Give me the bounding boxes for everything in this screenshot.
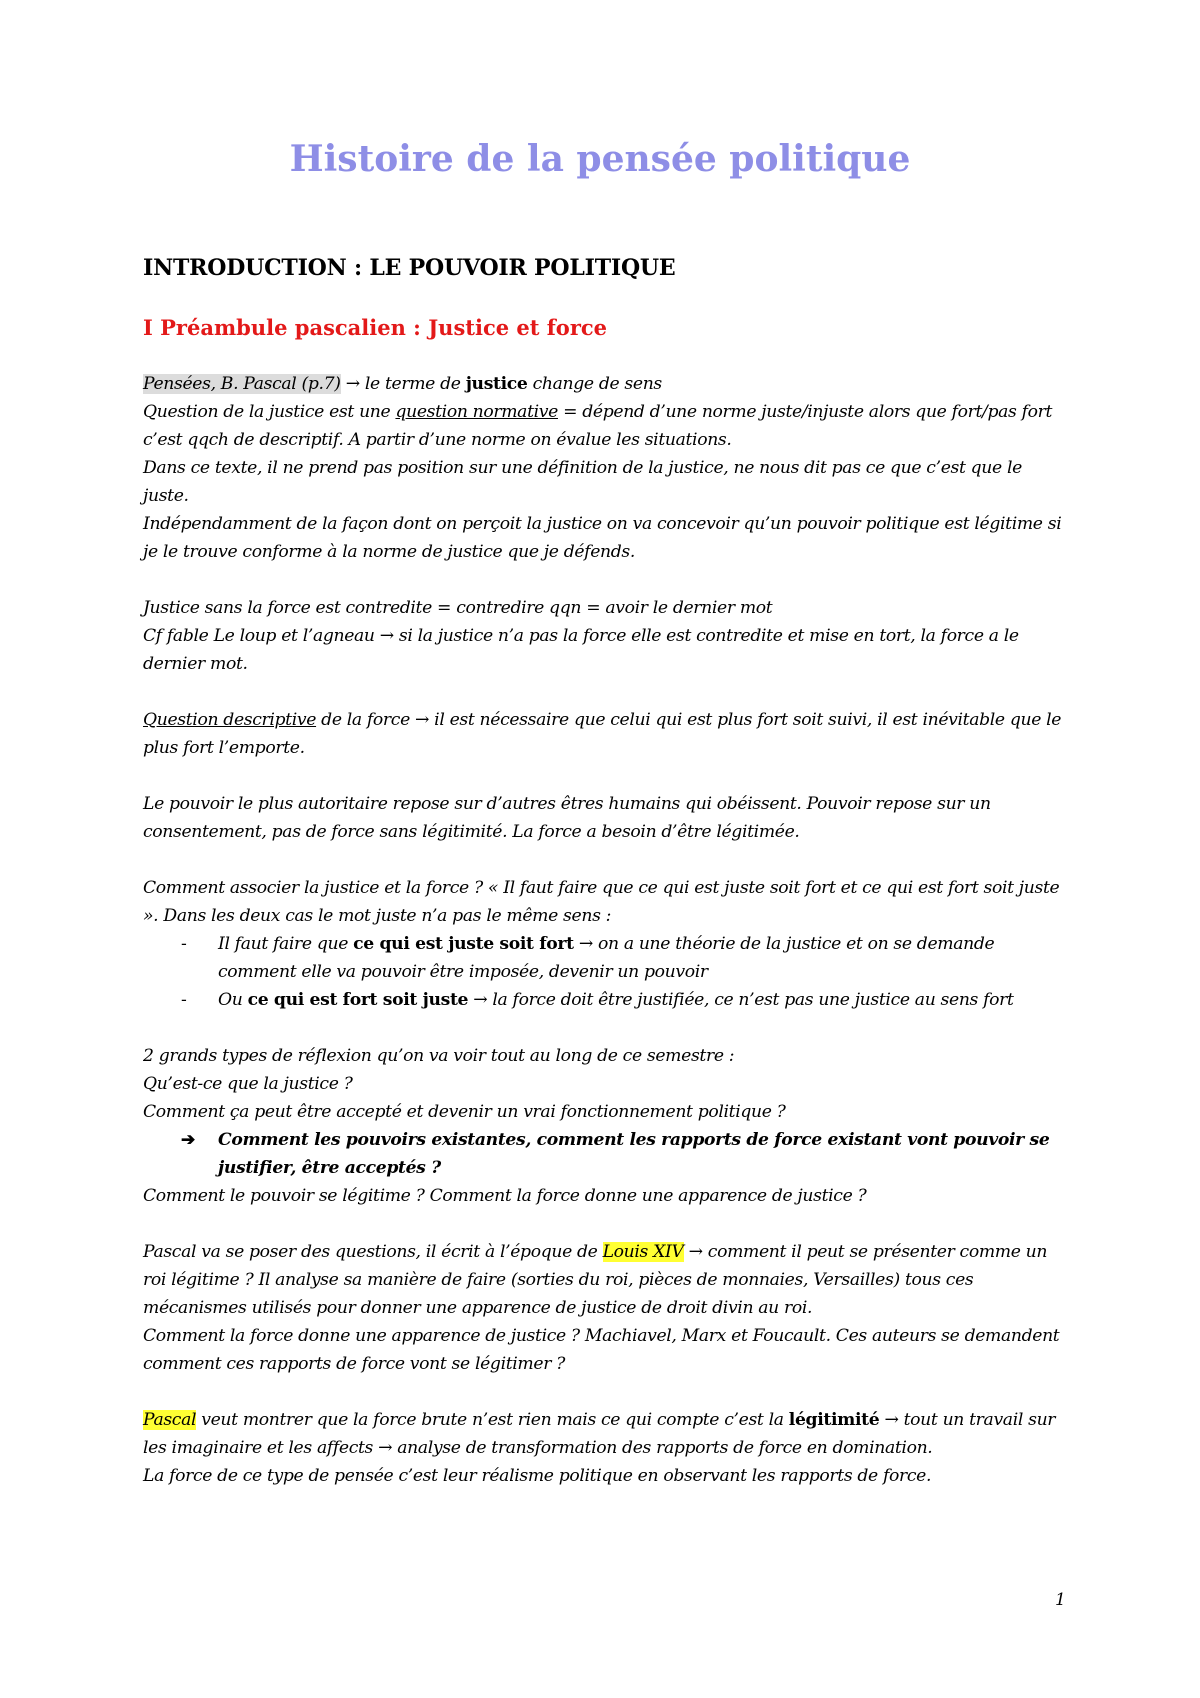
underlined-term: Question descriptive (143, 710, 317, 730)
paragraph: Comment ça peut être accepté et devenir un vrai fonctionnement politique ? (143, 1102, 786, 1122)
arrow-list-item: ➔ Comment les pouvoirs existantes, comment les rapports de force existant vont pouvoir se justifier, être acceptés ? (143, 1126, 1063, 1182)
bold-term: ce qui est fort soit juste (247, 990, 469, 1010)
paragraph: Indépendamment de la façon dont on perçoit la justice on va concevoir qu’un pouvoir politique est légitime si je le trouve conforme à la norme de justice que je défends. (143, 514, 1062, 562)
bold-term: justice (465, 374, 528, 394)
paragraph: Pascal va se poser des questions, il écrit à l’époque de Louis XIV → comment il peut se présenter comme un roi légitime ? Il analyse sa manière de faire (sorties du roi, pièces de monnaies, Versailles) tous ces mécanismes utilisés pour donner une apparence de justice de droit divin au roi. (143, 1242, 1048, 1318)
document-body (143, 370, 1063, 1490)
paragraph: Comment le pouvoir se légitime ? Comment la force donne une apparence de justice ? (143, 1186, 867, 1206)
paragraph: Dans ce texte, il ne prend pas position sur une définition de la justice, ne nous dit pas ce que c’est que le juste. (143, 458, 1022, 506)
subsection-heading: I Préambule pascalien : Justice et force (143, 315, 608, 340)
section-heading: INTRODUCTION : LE POUVOIR POLITIQUE (143, 255, 676, 281)
bold-term: légitimité (788, 1410, 880, 1430)
paragraph: Question de la justice est une question normative = dépend d’une norme juste/injuste alors que fort/pas fort c’est qqch de descriptif. A partir d’une norme on évalue les situations. (143, 402, 1053, 450)
arrow-icon: ➔ (181, 1130, 196, 1150)
list-item: - Il faut faire que ce qui est juste soit fort → on a une théorie de la justice et on se demande comment elle va pouvoir être imposée, devenir un pouvoir (181, 934, 995, 982)
highlighted-term: Louis XIV (602, 1242, 684, 1262)
paragraph: Justice sans la force est contredite = contredire qqn = avoir le dernier mot (143, 598, 773, 618)
paragraph: Le pouvoir le plus autoritaire repose sur d’autres êtres humains qui obéissent. Pouvoir repose sur un consentement, pas de force sans légitimité. La force a besoin d’être légitimée. (143, 794, 991, 842)
paragraph: Pensées, B. Pascal (p.7) → le terme de justice change de sens (143, 374, 662, 394)
paragraph: Pascal veut montrer que la force brute n’est rien mais ce qui compte c’est la légitimité → tout un travail sur les imaginaire et les affects → analyse de transformation des rapports de force en domination. (143, 1410, 1056, 1458)
paragraph: Comment la force donne une apparence de justice ? Machiavel, Marx et Foucault. Ces auteurs se demandent comment ces rapports de force vont se légitimer ? (143, 1326, 1060, 1374)
reference-highlight: Pensées, B. Pascal (p.7) (143, 374, 341, 394)
paragraph: Cf fable Le loup et l’agneau → si la justice n’a pas la force elle est contredite et mise en tort, la force a le dernier mot. (143, 626, 1019, 674)
paragraph: Question descriptive de la force → il est nécessaire que celui qui est plus fort soit suivi, il est inévitable que le plus fort l’emporte. (143, 710, 1062, 758)
bold-term: ce qui est juste soit fort (353, 934, 574, 954)
underlined-term: question normative (395, 402, 558, 422)
paragraph: La force de ce type de pensée c’est leur réalisme politique en observant les rapports de force. (143, 1466, 932, 1486)
highlighted-term: Pascal (143, 1410, 197, 1430)
list-item: - Ou ce qui est fort soit juste → la force doit être justifiée, ce n’est pas une justice au sens fort (181, 990, 1014, 1010)
paragraph: 2 grands types de réflexion qu’on va voir tout au long de ce semestre : (143, 1046, 735, 1066)
document-title: Histoire de la pensée politique (289, 138, 911, 180)
page-number: 1 (1055, 1590, 1066, 1610)
paragraph: Qu’est-ce que la justice ? (143, 1074, 353, 1094)
paragraph: Comment associer la justice et la force ? « Il faut faire que ce qui est juste soit fort et ce qui est fort soit juste ». Dans les deux cas le mot juste n’a pas le même sens : (143, 878, 1060, 926)
